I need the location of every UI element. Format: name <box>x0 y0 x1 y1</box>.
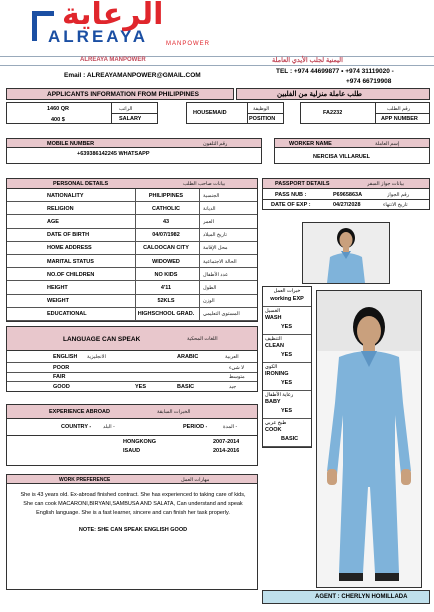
worker-name-label: WORKER NAME <box>289 140 332 147</box>
personal-row-label: MARITAL STATUS <box>47 258 94 265</box>
app-number-value: FA2232 <box>323 110 343 116</box>
skill-row <box>263 363 311 391</box>
personal-row-label-arabic: الحالة الاجتماعية <box>203 258 237 265</box>
language-level-label: POOR <box>53 364 70 371</box>
personal-row-label: EDUCATIONAL <box>47 311 87 318</box>
personal-row-label-arabic: الجنسية <box>203 192 220 199</box>
experience-row <box>7 446 257 455</box>
personal-row-value: WIDOWED <box>152 258 180 265</box>
work-preference-english-note: NOTE: SHE CAN SPEAK ENGLISH GOOD <box>78 527 188 533</box>
work-preference-note: She is 43 years old. Ex-abroad finished contract. She has experienced to taking care of kids, She can cook MACARONI,BIRYANI,SAMBUSA AND SALATA, Can understand and speak English language. She is a fast learner, sincere and can finish her task properly. <box>20 492 246 516</box>
arabic-label-arabic: العربية <box>225 353 239 360</box>
pass-exp-label-arabic: تاريخ الانتهاء <box>383 201 408 208</box>
experience-title-arabic: الخبرات السابقة <box>157 409 191 415</box>
applicants-title: APPLICANTS INFORMATION FROM PHILIPPINES <box>47 91 199 98</box>
personal-row-value: CATHOLIC <box>151 205 180 212</box>
personal-row <box>7 308 257 321</box>
salary-qr: 1460 QR <box>47 105 70 112</box>
language-row <box>7 362 257 372</box>
experience-period: 2014-2016 <box>213 447 240 454</box>
mobile-label-arabic: رقم التلفون <box>203 140 228 147</box>
personal-row-label-arabic: الوزن <box>203 298 215 305</box>
personal-row-label: DATE OF BIRTH <box>47 232 90 239</box>
personal-row-value: 52KLS <box>157 298 175 305</box>
position-label-arabic: الوظيفة <box>253 105 270 112</box>
position-value: HOUSEMAID <box>193 110 227 116</box>
mobile-value: +639386142245 WHATSAPP <box>77 151 150 157</box>
language-table <box>6 326 258 392</box>
skill-value: BASIC <box>281 436 299 442</box>
personal-row <box>7 281 257 294</box>
agent-label: AGENT : CHERLYN HOMILLADA <box>315 594 408 600</box>
personal-row-label-arabic: العمر <box>203 218 214 225</box>
pass-exp-value: 04/27/2028 <box>333 201 361 208</box>
salary-usd: 400 $ <box>51 116 65 123</box>
skill-row <box>263 307 311 335</box>
worker-name-value: NERCISA VILLARUEL <box>313 154 370 160</box>
skill-label-arabic: طبخ عربي <box>265 420 287 426</box>
work-preference-title-arabic: مهارات العمل <box>181 476 210 483</box>
skills-header <box>263 287 311 307</box>
skill-label: IRONING <box>265 371 289 377</box>
applicants-title-arabic: طلب عاملة منزلية من الفلبين <box>277 91 362 98</box>
language-title-arabic: اللغات المحكية <box>187 336 218 342</box>
worker-photo-small <box>302 222 390 284</box>
salary-box <box>6 102 158 124</box>
skill-value: YES <box>281 380 293 386</box>
skill-label: CLEAN <box>265 343 284 349</box>
language-level-label-arabic: لا شيء <box>229 364 244 371</box>
arabic-label: ARABIC <box>177 353 199 360</box>
experience-country: ISAUD <box>123 447 141 454</box>
personal-row <box>7 229 257 242</box>
period-label: PERIOD - <box>183 424 208 430</box>
email-text: Email : ALREAYAMANPOWER@GMAIL.COM <box>64 72 201 79</box>
experience-period: 2007-2014 <box>213 438 240 445</box>
skill-label-arabic: التنظيف <box>265 336 282 342</box>
personal-row-label-arabic: الطول <box>203 284 217 291</box>
personal-details-title: PERSONAL DETAILS <box>53 181 109 187</box>
language-row <box>7 372 257 382</box>
personal-row-label-arabic: محل الإقامة <box>203 245 228 252</box>
personal-details-title-arabic: بيانات صاحب الطلب <box>183 181 226 187</box>
country-label: COUNTRY - <box>61 424 92 430</box>
applicants-banner <box>6 88 234 100</box>
personal-row <box>7 189 257 202</box>
skill-value: YES <box>281 408 293 414</box>
skill-row <box>263 335 311 363</box>
period-label-arabic: المدة - <box>223 424 238 430</box>
language-level-label: FAIR <box>53 374 66 381</box>
skill-value: YES <box>281 324 293 330</box>
position-box <box>186 102 284 124</box>
agent-bar <box>262 590 430 604</box>
personal-row <box>7 268 257 281</box>
personal-row-label-arabic: عدد الأطفال <box>203 271 229 278</box>
english-label-arabic: الانجليزية <box>87 353 106 360</box>
passport-title-arabic: بيانات جواز السفر <box>367 181 404 187</box>
salary-label: SALARY <box>119 115 142 122</box>
country-label-arabic: البلد - <box>103 424 115 430</box>
personal-row-value: PHILIPPINES <box>148 192 184 199</box>
work-preference-title: WORK PREFERENCE <box>59 476 111 483</box>
mobile-label: MOBILE NUMBER <box>47 140 95 147</box>
personal-row-label: AGE <box>47 218 59 225</box>
language-row <box>7 381 257 391</box>
skill-row <box>263 391 311 419</box>
skill-label: COOK <box>265 427 282 433</box>
personal-row <box>7 215 257 228</box>
personal-row-value: 43 <box>162 218 170 225</box>
pass-number-label-arabic: رقم الجواز <box>387 191 410 198</box>
worker-name-box <box>274 138 430 164</box>
worker-photo-full <box>316 290 422 588</box>
passport-details-table <box>262 178 430 210</box>
experience-title: EXPERIENCE ABROAD <box>49 409 110 415</box>
personal-row-value: NO KIDS <box>154 271 178 278</box>
work-preference-box <box>6 474 258 590</box>
applicants-banner-arabic <box>236 88 430 100</box>
personal-row <box>7 295 257 308</box>
worker-fullbody-icon <box>317 291 421 587</box>
skills-title-arabic: خبرات العمل <box>273 288 301 294</box>
skills-title: working EXP <box>270 296 304 302</box>
personal-row <box>7 202 257 215</box>
personal-row-label-arabic: الديانة <box>203 205 216 212</box>
logo-arabic: الرعاية <box>62 0 164 32</box>
pass-exp-label: DATE OF EXP : <box>271 201 311 208</box>
personal-row-label: RELIGION <box>47 205 74 212</box>
personal-row-value: 4'11 <box>160 284 172 291</box>
personal-row-label: HOME ADDRESS <box>47 245 92 252</box>
app-number-box <box>300 102 430 124</box>
personal-row-label: WEIGHT <box>47 298 69 305</box>
passport-title: PASSPORT DETAILS <box>275 181 330 187</box>
personal-row-label-arabic: المستوى التعليمي <box>203 311 240 318</box>
pass-number-value: P6965863A <box>333 191 363 198</box>
personal-row-label: NO.OF CHILDREN <box>47 271 95 278</box>
language-level-label-arabic: متوسط <box>229 374 245 381</box>
language-level-arabic: BASIC <box>177 383 195 390</box>
skill-label: BABY <box>265 399 281 405</box>
language-level-label: GOOD <box>53 383 70 390</box>
personal-row-label: HEIGHT <box>47 284 68 291</box>
skill-label-arabic: الكوي <box>265 364 278 370</box>
experience-table <box>6 404 258 466</box>
language-level-label-arabic: جيد <box>229 383 237 390</box>
personal-row-label-arabic: تاريخ الميلاد <box>203 232 227 239</box>
salary-label-arabic: الراتب <box>119 105 133 112</box>
skill-row <box>263 419 311 447</box>
skill-label-arabic: الغسيل <box>265 308 281 314</box>
personal-row-label: NATIONALITY <box>47 192 84 199</box>
app-number-label-arabic: رقم الطلب <box>387 105 411 112</box>
logo-sub: MANPOWER <box>166 41 210 47</box>
english-label: ENGLISH <box>53 353 78 360</box>
personal-row-value: CALOOCAN CITY <box>143 245 189 252</box>
language-level-english: YES <box>135 383 147 390</box>
personal-row <box>7 242 257 255</box>
company-name-arabic: اليمنية لجلب الأيدي العاملة <box>272 57 343 64</box>
personal-row-value: HIGHSCHOOL GRAD. <box>137 311 195 318</box>
personal-details-table <box>6 178 258 322</box>
worker-portrait-icon <box>303 223 389 283</box>
skill-label-arabic: رعاية الأطفال <box>265 392 294 398</box>
logo-latin: ALREAYA <box>48 27 149 46</box>
logo <box>4 0 284 47</box>
app-number-label: APP NUMBER <box>381 115 418 122</box>
mobile-box <box>6 138 262 164</box>
tel-line-1: TEL : +974 44699877 • +974 31119020 - <box>276 68 394 75</box>
skill-label: WASH <box>265 315 282 321</box>
skills-table <box>262 286 312 448</box>
company-name: ALREAYA MANPOWER <box>80 57 146 63</box>
worker-name-label-arabic: إسم العاملة <box>375 140 400 147</box>
tel-line-2: +974 66719908 <box>346 78 392 85</box>
experience-row <box>7 437 257 446</box>
experience-country: HONGKONG <box>123 438 156 445</box>
pass-number-label: PASS NUB : <box>275 191 307 198</box>
language-title: LANGUAGE CAN SPEAK <box>63 335 141 343</box>
personal-row-value: 04/07/1982 <box>152 232 180 239</box>
personal-row <box>7 255 257 268</box>
skill-value: YES <box>281 352 293 358</box>
position-label: POSITION <box>249 115 276 122</box>
